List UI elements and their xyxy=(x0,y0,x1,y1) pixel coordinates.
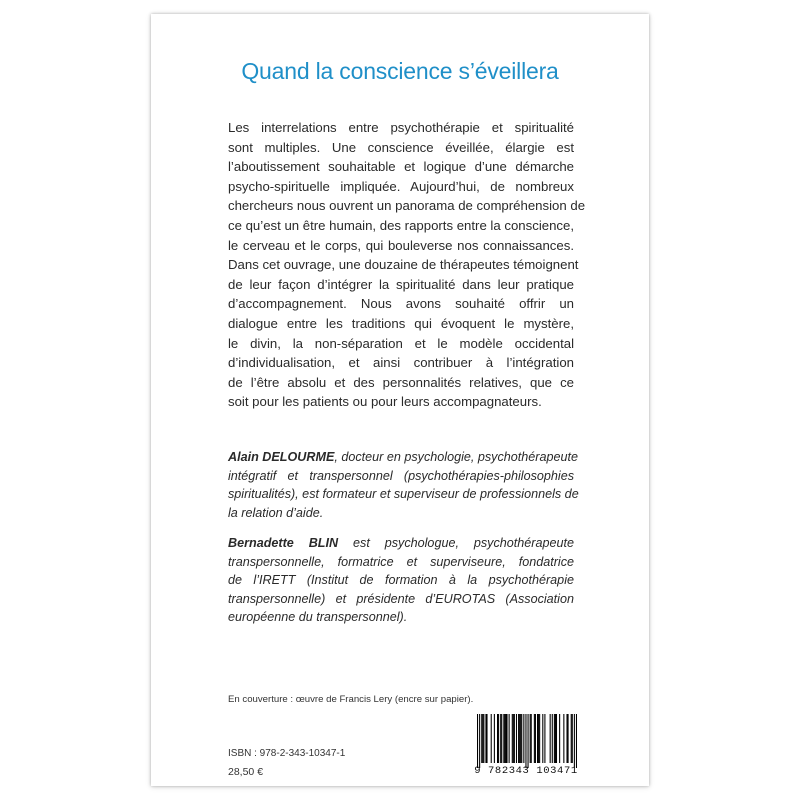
barcode-bar xyxy=(500,714,501,763)
barcode-bar xyxy=(509,714,510,763)
barcode-bar xyxy=(520,714,521,763)
barcode-bar xyxy=(576,714,577,768)
book-back-cover xyxy=(151,14,649,786)
blurb-line: dialogue entre les traditions qui évoquent le mystère, xyxy=(228,315,574,331)
barcode-bar xyxy=(530,714,531,763)
blurb-line: ce qu’est un être humain, des rapports entre la conscience, xyxy=(228,217,575,233)
barcode-digits: 9 782343 103471 xyxy=(474,765,578,777)
barcode-bar xyxy=(528,714,529,768)
barcode-bar xyxy=(563,714,564,763)
barcode-bar xyxy=(552,714,553,763)
barcode-bar xyxy=(483,714,484,763)
barcode-bar xyxy=(550,714,551,763)
author-bio-blin xyxy=(228,534,574,627)
barcode-bar xyxy=(568,714,569,763)
price-text: 28,50 € xyxy=(228,766,264,778)
author-bio-line: transpersonnelle) et présidente d’EUROTAS (Association xyxy=(228,591,574,606)
barcode-bar xyxy=(525,714,526,768)
author-bio-line: européenne du transpersonnel). xyxy=(228,610,408,625)
author-bio-line xyxy=(228,534,574,553)
blurb-line: l’aboutissement souhaitable et logique d’une démarche xyxy=(228,159,574,175)
barcode-bar xyxy=(556,714,557,763)
blurb-line: chercheurs nous ouvrent un panorama de compréhension de xyxy=(228,198,586,214)
barcode-bar xyxy=(535,714,536,763)
isbn-text: ISBN : 978-2-343-10347-1 xyxy=(228,748,346,759)
author-bio-line: transpersonnelle, formatrice et superviseure, fondatrice xyxy=(228,554,574,569)
author-bio-text: , docteur en psychologie, psychothérapeute xyxy=(334,450,579,464)
barcode-bar xyxy=(542,714,543,763)
barcode-bar xyxy=(554,714,555,763)
author-bio-line: spiritualités), est formateur et superviseur de professionnels de xyxy=(228,487,579,502)
barcode-bar xyxy=(519,714,520,763)
barcode-bar xyxy=(481,714,482,763)
barcode-bar xyxy=(497,714,498,763)
author-bio-text: est psychologue, psychothérapeute xyxy=(338,536,574,550)
author-bio-line: la relation d’aide. xyxy=(228,505,324,520)
author-bio-delourme xyxy=(228,448,579,522)
barcode-bar xyxy=(534,714,535,763)
barcode xyxy=(470,714,582,777)
barcode-bar xyxy=(491,714,492,763)
barcode-bar xyxy=(501,714,502,763)
barcode-bar xyxy=(479,714,480,768)
author-name: Alain DELOURME xyxy=(228,450,335,464)
barcode-bar xyxy=(572,714,573,763)
barcode-bar xyxy=(518,714,519,763)
blurb-line: Les interrelations entre psychothérapie et spiritualité xyxy=(228,120,574,135)
book-title: Quand la conscience s’éveillera xyxy=(241,58,559,84)
barcode-bar xyxy=(505,714,506,763)
author-name: Bernadette BLIN xyxy=(228,536,339,550)
blurb-line: Dans cet ouvrage, une douzaine de thérapeutes témoignent xyxy=(228,257,579,273)
barcode-bar xyxy=(498,714,499,763)
barcode-bar xyxy=(482,714,483,763)
barcode-bar xyxy=(539,714,540,763)
barcode-bar xyxy=(537,714,538,763)
blurb-line: le cerveau et le corps, qui bouleverse nos connaissances. xyxy=(228,237,574,253)
barcode-bar xyxy=(477,714,478,768)
barcode-bar xyxy=(538,714,539,763)
blurb-line: de l’être absolu et des personnalités relatives, que ce xyxy=(228,374,574,390)
blurb-line: sont multiples. Une conscience éveillée, élargie est xyxy=(228,139,574,155)
barcode-bar xyxy=(503,714,504,763)
barcode-bar xyxy=(521,714,522,763)
barcode-bar xyxy=(494,714,495,763)
author-bio-line xyxy=(228,448,579,467)
barcode-bar xyxy=(574,714,575,768)
barcode-bar xyxy=(513,714,514,763)
barcode-bar xyxy=(523,714,524,763)
barcode-bar xyxy=(512,714,513,763)
barcode-bar xyxy=(531,714,532,763)
author-bio-line: de l’IRETT (Institut de formation à la psychothérapie xyxy=(228,573,574,588)
blurb-line: soit pour les patients ou pour leurs accompagnateurs. xyxy=(228,394,542,410)
blurb-line: psycho-spirituelle impliquée. Aujourd’hui, de nombreux xyxy=(228,178,574,194)
blurb-line: d’individualisation, et ainsi contribuer à l’intégration xyxy=(228,355,574,371)
back-cover-blurb xyxy=(228,118,586,412)
barcode-bar xyxy=(485,714,486,763)
barcode-bar xyxy=(504,714,505,763)
barcode-bar xyxy=(559,714,560,763)
barcode-bar xyxy=(566,714,567,763)
barcode-bar xyxy=(571,714,572,763)
author-bio-line: intégratif et transpersonnel (psychothérapies-philosophies xyxy=(228,468,574,483)
barcode-bar xyxy=(555,714,556,763)
blurb-line: d’accompagnement. Nous avons souhaité offrir un xyxy=(228,296,574,312)
barcode-bar xyxy=(506,714,507,763)
barcode-bar xyxy=(544,714,545,763)
barcode-bar xyxy=(516,714,517,763)
barcode-bar xyxy=(486,714,487,763)
blurb-line: le divin, la non-séparation et le modèle occidental xyxy=(228,335,574,351)
blurb-line: de leur façon d’intégrer la spiritualité dans leur pratique xyxy=(228,276,574,292)
barcode-bars xyxy=(477,714,577,768)
cover-credit: En couverture : œuvre de Francis Lery (encre sur papier). xyxy=(228,694,474,705)
barcode-bar xyxy=(514,714,515,763)
